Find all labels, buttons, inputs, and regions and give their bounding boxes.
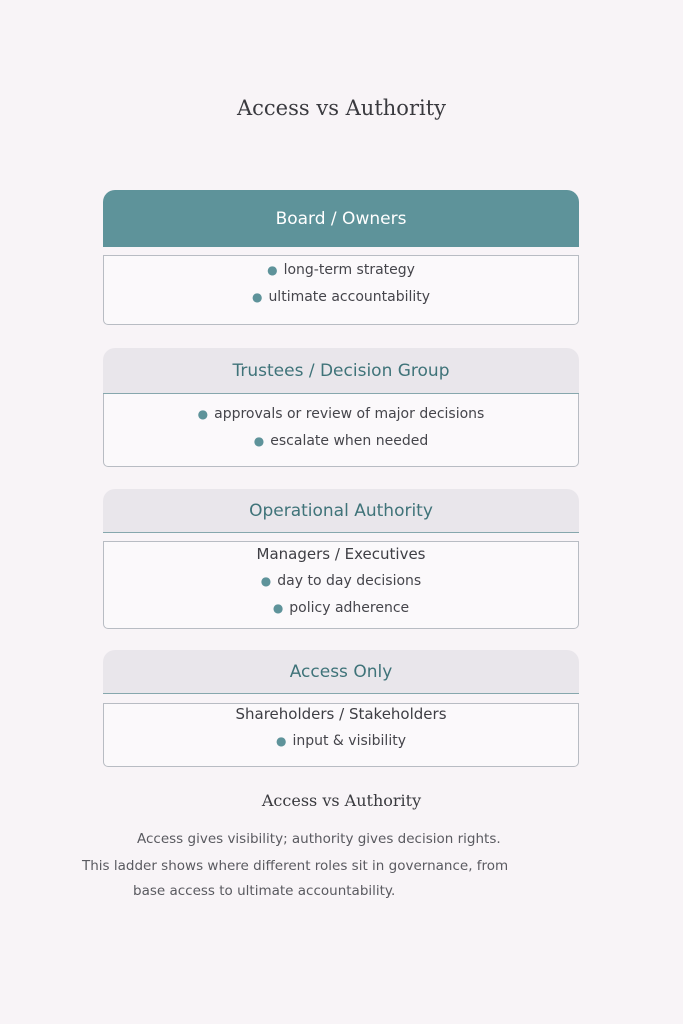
bullet-icon: ● bbox=[253, 434, 265, 448]
list-item: ● ultimate accountability bbox=[251, 289, 431, 305]
bullet-icon: ● bbox=[260, 574, 272, 588]
tier-board-owners bbox=[103, 190, 579, 325]
tier-subtitle: Shareholders / Stakeholders bbox=[235, 705, 447, 723]
tier-header: Operational Authority bbox=[103, 489, 579, 533]
list-item: ● approvals or review of major decisions bbox=[197, 406, 485, 422]
bullet-icon: ● bbox=[251, 290, 263, 304]
list-item: ● day to day decisions bbox=[260, 573, 422, 589]
tier-access-only bbox=[103, 650, 579, 767]
tier-subtitle: Managers / Executives bbox=[256, 545, 426, 563]
tier-operational-authority bbox=[103, 489, 579, 629]
caption-line: Access gives visibility; authority gives decision rights. bbox=[137, 831, 501, 847]
bullet-icon: ● bbox=[272, 601, 284, 615]
tier-body bbox=[103, 541, 579, 629]
caption-line: This ladder shows where different roles sit in governance, from bbox=[82, 858, 509, 874]
tier-body bbox=[103, 394, 579, 467]
tier-body bbox=[103, 255, 579, 325]
list-item: ● long-term strategy bbox=[267, 262, 415, 278]
page-title: Access vs Authority bbox=[236, 96, 446, 120]
list-item: ● escalate when needed bbox=[253, 433, 429, 449]
bullet-icon: ● bbox=[275, 734, 287, 748]
caption-title: Access vs Authority bbox=[261, 791, 422, 810]
list-item: ● policy adherence bbox=[272, 600, 410, 616]
bullet-icon: ● bbox=[197, 407, 209, 421]
bullet-icon: ● bbox=[267, 263, 278, 277]
tier-body bbox=[103, 703, 579, 767]
tier-header: Access Only bbox=[103, 650, 579, 694]
tier-trustees bbox=[103, 348, 579, 467]
caption-line: base access to ultimate accountability. bbox=[133, 883, 396, 899]
tier-header: Board / Owners bbox=[103, 190, 579, 247]
list-item: ● input & visibility bbox=[275, 733, 406, 749]
tier-header: Trustees / Decision Group bbox=[103, 348, 579, 394]
